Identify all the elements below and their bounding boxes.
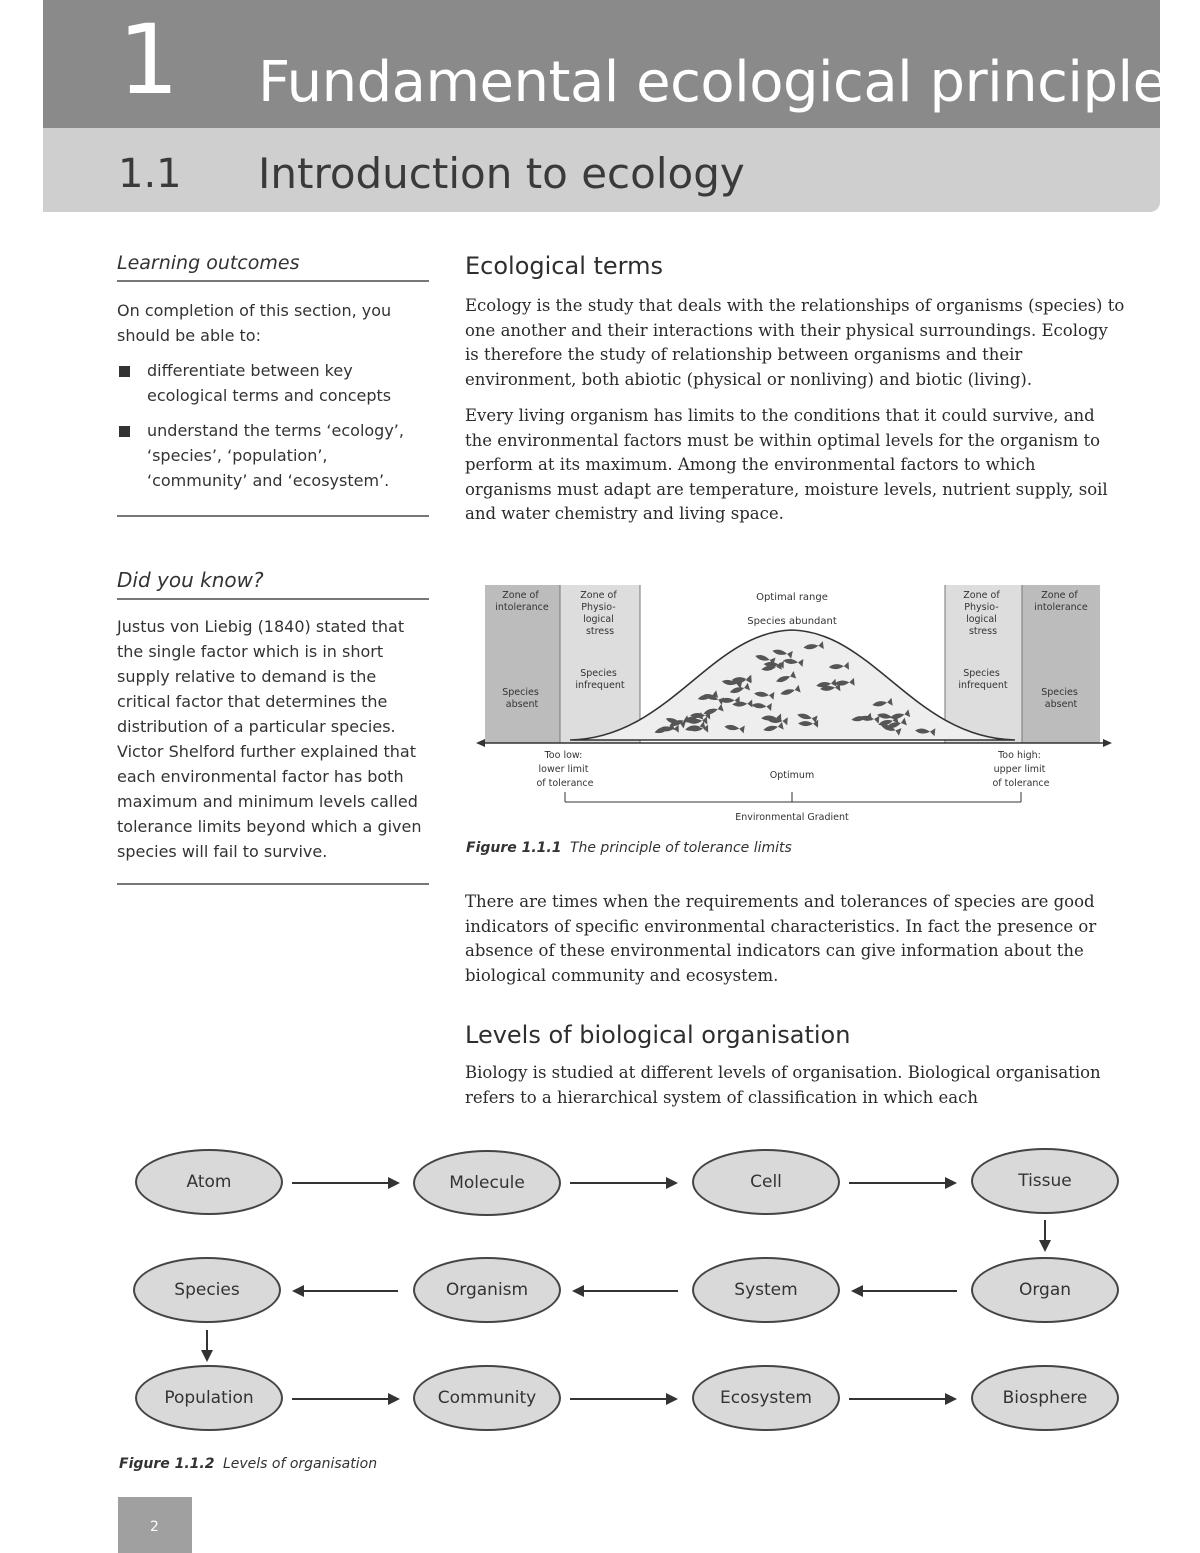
species-infrequent-left-label: Species [580,668,617,679]
svg-text:Species absent: Species absent [1041,687,1078,710]
arrow-right [292,1398,398,1400]
figure2-caption-label: Figure 1.1.2 [119,1456,215,1472]
did-you-know-box [117,568,429,864]
species-absent-left-label: Species [502,687,539,698]
optimal-range-label: Optimal range [756,592,828,603]
arrow-right [849,1182,955,1184]
figure2-caption [119,1456,377,1472]
learning-outcomes-heading: Learning outcomes [117,252,429,282]
svg-text:Too low: lower limit o: Too low: lower limit of tolerance [536,750,594,789]
svg-text:Species infrequent: Species infrequent [958,668,1008,691]
zone-stress-left-label: Zone of [580,590,617,601]
svg-text:Zone of intolerance: Zone of intolerance [1034,590,1088,613]
tolerance-limits-figure [470,580,1120,830]
ecological-terms-section [465,252,1125,527]
zone-intolerance-left-label: Zone of [502,590,539,601]
svg-text:Too high: upper limit: Too high: upper limit of tolerance [992,750,1050,789]
node-population: Population [135,1365,283,1431]
figure1-caption-label: Figure 1.1.1 [466,840,562,856]
arrow-right [292,1182,398,1184]
species-absent-right-label: Species [1041,687,1078,698]
learning-outcomes-list [117,358,429,493]
section-number: 1.1 [118,151,182,197]
ecological-terms-heading: Ecological terms [465,252,663,280]
node-organ: Organ [971,1257,1119,1323]
arrow-left [574,1290,678,1292]
divider [117,515,429,517]
levels-section [465,1021,1125,1110]
svg-text:Zone of Physio- logica: Zone of Physio- logical stress [580,590,617,637]
environmental-gradient-label: Environmental Gradient [735,812,849,823]
figure1-caption [466,840,792,856]
paragraph: Ecology is the study that deals with the relationships of organisms (species) to one another and their interactions with their physical surroundings. Ecology is therefore the study of relationship between organisms and their environment, both abiotic (physical or nonliving) and biotic (living). [465,296,1125,389]
paragraph: Biology is studied at different levels of organisation. Biological organisation refers to a hierarchical system of classification in which each [465,1063,1101,1107]
list-item: understand the terms ‘ecology’, ‘species’, ‘population’, ‘community’ and ‘ecosystem’. [117,418,429,493]
arrow-right [570,1182,676,1184]
divider [117,883,429,885]
indicators-section [465,890,1125,988]
node-biosphere: Biosphere [971,1365,1119,1431]
list-item: differentiate between key ecological terms and concepts [117,358,429,408]
section-title: Introduction to ecology [258,149,745,198]
node-ecosystem: Ecosystem [692,1365,840,1431]
chapter-title: Fundamental ecological principles [258,50,1196,115]
node-system: System [692,1257,840,1323]
arrow-left [853,1290,957,1292]
svg-text:Zone of intolerance: Zone of intolerance [495,590,549,613]
svg-text:Species infrequent: Species infrequent [575,668,625,691]
arrow-right [570,1398,676,1400]
node-molecule: Molecule [413,1150,561,1216]
too-low-label: Too low: [544,750,583,761]
did-you-know-heading: Did you know? [117,568,429,600]
learning-outcomes-box [117,252,429,503]
zone-intolerance-right-label: Zone of [1041,590,1078,601]
figure1-caption-text: The principle of tolerance limits [569,840,792,856]
svg-text:Species absent: Species absent [502,687,539,710]
did-you-know-text: Justus von Liebig (1840) stated that the single factor which is in short supply relative to demand is the critical factor that determines the distribution of a particular species. Victor Shelford further explained that each environmental factor has both maximum and minimum levels called tolerance limits beyond which a given species will fail to survive. [117,617,422,861]
species-infrequent-right-label: Species [963,668,1000,679]
arrow-down [206,1330,208,1360]
levels-heading: Levels of biological organisation [465,1021,851,1049]
node-atom: Atom [135,1149,283,1215]
node-community: Community [413,1365,561,1431]
learning-outcomes-intro: On completion of this section, you should be able to: [117,301,392,345]
optimum-label: Optimum [769,770,815,781]
node-organism: Organism [413,1257,561,1323]
page-number: 2 [118,1497,192,1553]
species-abundant-label: Species abundant [747,616,837,627]
chapter-number: 1 [118,4,180,116]
node-cell: Cell [692,1149,840,1215]
too-high-label: Too high: [998,750,1041,761]
zone-stress-right-label: Zone of [963,590,1000,601]
paragraph: There are times when the requirements and tolerances of species are good indicators of specific environmental characteristics. In fact the presence or absence of these environmental indicators can give information about the biological community and ecosystem. [465,892,1097,985]
arrow-right [849,1398,955,1400]
node-tissue: Tissue [971,1148,1119,1214]
figure2-caption-text: Levels of organisation [222,1456,378,1472]
arrow-down [1044,1220,1046,1250]
arrow-left [294,1290,398,1292]
paragraph: Every living organism has limits to the conditions that it could survive, and the environmental factors must be within optimal levels for the organism to perform at its maximum. Among the environmental factors to which organisms must adapt are temperature, moisture levels, nutrient supply, soil and water chemistry and living space. [465,406,1108,523]
node-species: Species [133,1257,281,1323]
svg-text:Zone of Physio- logica: Zone of Physio- logical stress [963,590,1000,637]
